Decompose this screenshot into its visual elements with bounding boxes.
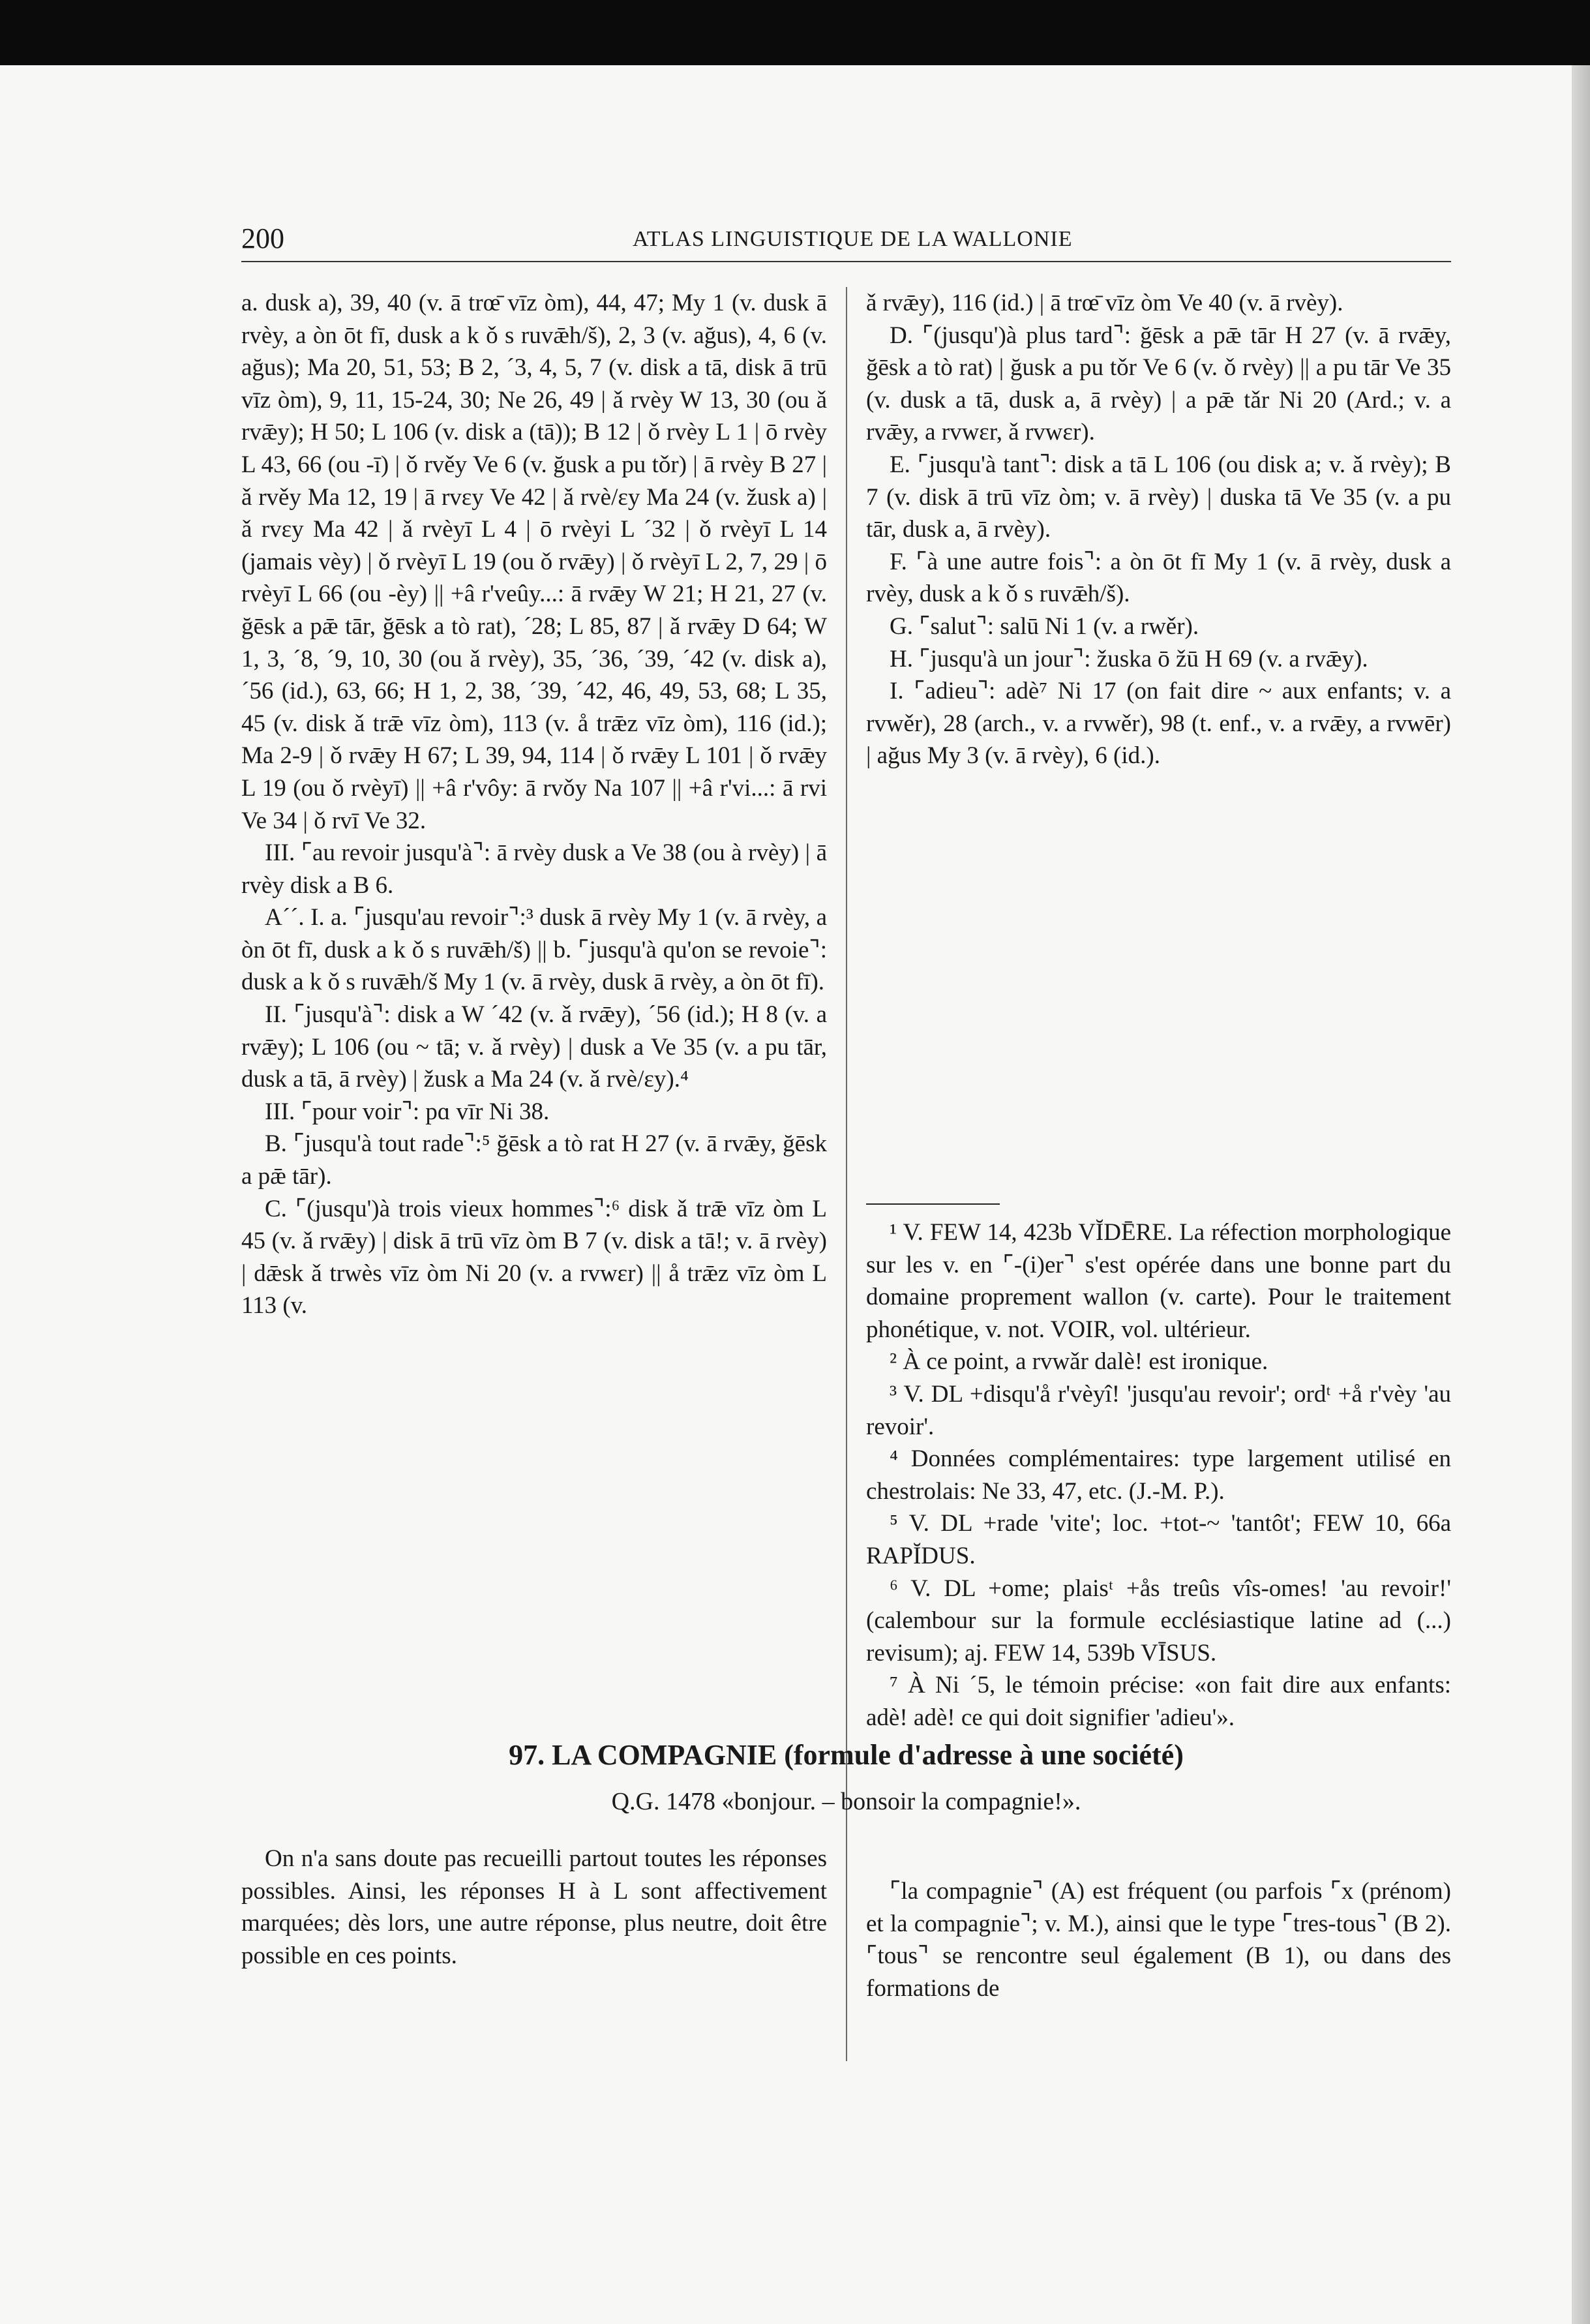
footnote: ⁴ Données complémentaires: type largement utilisé en chestrolais: Ne 33, 47, etc. (J.-M. P.). bbox=[866, 1445, 1451, 1505]
column-divider bbox=[846, 287, 847, 1898]
paragraph: G. ⌜salut⌝: salū Ni 1 (v. a rwěr). bbox=[890, 612, 1199, 640]
section-title: 97. LA COMPAGNIE (formule d'adresse à une société) bbox=[509, 1739, 1184, 1771]
footnote: ⁶ V. DL +ome; plaisᵗ +ås treûs vîs-omes! 'au revoir!' (calembour sur la formule ecclésiastique latine ad (...) revisum); aj. FEW 14, 539b VĪSUS. bbox=[866, 1575, 1451, 1667]
footnote: ¹ V. FEW 14, 423b VĬDĒRE. La réfection morphologique sur les v. en ⌜-(i)er⌝ s'est opérée dans une bonne part du domaine proprement wallon (v. carte). Pour le traitement phonétique, v. not. VOIR, vol. ultérieur. bbox=[866, 1219, 1451, 1343]
paragraph: F. ⌜à une autre fois⌝: a òn ōt fī My 1 (v. ā rvèy, dusk a rvèy, dusk a k ǒ s ruvǣh/š). bbox=[866, 548, 1451, 608]
footnote: ² À ce point, a rvwǎr dalè! est ironique. bbox=[890, 1348, 1268, 1376]
paragraph: ⌜la compagnie⌝ (A) est fréquent (ou parfois ⌜x (prénom) et la compagnie⌝; v. M.), ainsi que le type ⌜tres-tous⌝ (B 2). ⌜tous⌝ se rencontre seul également (B 1), ou dans des formations de bbox=[866, 1878, 1451, 2002]
column-divider-bottom bbox=[846, 1839, 847, 2061]
book-page bbox=[241, 222, 1451, 2179]
footnote-separator bbox=[866, 1203, 1000, 1205]
left-column bbox=[241, 287, 827, 1322]
right-column bbox=[866, 287, 1451, 772]
paragraph: C. ⌜(jusqu')à trois vieux hommes⌝:⁶ disk ǎ trǣ vīz òm L 45 (v. ǎ rvǣy) | disk ā trū vīz òm B 7 (v. disk a tā!; v. ā rvèy) | dǣsk ǎ trwès vīz òm Ni 20 (v. a rvwɛr) || å trǣz vīz òm L 113 (v. bbox=[241, 1195, 827, 1320]
footnote: ⁷ À Ni ´5, le témoin précise: «on fait dire aux enfants: adè! adè! ce qui doit signifier 'adieu'». bbox=[866, 1672, 1451, 1731]
section-left-text bbox=[241, 1843, 827, 1972]
paragraph: I. ⌜adieu⌝: adè⁷ Ni 17 (on fait dire ~ aux enfants; v. a rvwěr), 28 (arch., v. a rvwěr), 98 (t. enf., v. a rvǣy, a rvwēr) | ağus My 3 (v. ā rvèy), 6 (id.). bbox=[866, 678, 1451, 770]
paragraph: H. ⌜jusqu'à un jour⌝: žuska ō žū H 69 (v. a rvǣy). bbox=[890, 645, 1368, 672]
footnote: ³ V. DL +disqu'å r'vèyî! 'jusqu'au revoir'; ordᵗ +å r'vèy 'au revoir'. bbox=[866, 1380, 1451, 1440]
footnote: ⁵ V. DL +rade 'vite'; loc. +tot-~ 'tantôt'; FEW 10, 66a RAPĬDUS. bbox=[866, 1510, 1451, 1569]
paragraph: a. dusk a), 39, 40 (v. ā trœ̄ vīz òm), 44, 47; My 1 (v. dusk ā rvèy, a òn ōt fī, dusk a k ǒ s ruvǣh/š), 2, 3 (v. ağus), 4, 6 (v. ağus); Ma 20, 51, 53; B 2, ´3, 4, 5, 7 (v. disk a tā, disk ā trū vīz òm), 9, 11, 15-24, 30; Ne 26, 49 | ǎ rvèy W 13, 30 (ou ǎ rvǣy); H 50; L 106 (v. disk a (tā)); B 12 | ǒ rvèy L 1 | ō rvèy L 43, 66 (ou -ī) | ǒ rvěy Ve 6 (v. ğusk a pu tǒr) | ā rvèy B 27 | ǎ rvěy Ma 12, 19 | ā rvɛy Ve 42 | ǎ rvè/ɛy Ma 24 (v. žusk a) | ǎ rvɛy Ma 42 | ǎ rvèyī L 4 | ō rvèyi L ´32 | ǒ rvèyī L 14 (jamais vèy) | ǒ rvèyī L 19 (ou ǒ rvǣy) | ǒ rvèyī L 2, 7, 29 | ō rvèyī L 66 (ou -èy) || +â r'veûy...: ā rvǣy W 21; H 21, 27 (v. ğēsk a pǣ tār, ğēsk a tò rat), ´28; L 85, 87 | ǎ rvǣy D 64; W 1, 3, ´8, ´9, 10, 30 (ou ǎ rvèy), 35, ´36, ´39, ´42 (v. disk a), ´56 (id.), 63, 66; H 1, 2, 38, ´39, ´42, 46, 49, 53, 68; L 35, 45 (v. disk ǎ trǣ vīz òm), 113 (v. å trǣz vīz òm), 116 (id.); Ma 2-9 | ǒ rvǣy H 67; L 39, 94, 114 | ǒ rvǣy L 101 | ǒ rvǣy L 19 (ou ǒ rvèyī) || +â r'vôy: ā rvǒy Na 107 || +â r'vi...: ā rvi Ve 34 | ǒ rvī Ve 32. bbox=[241, 290, 827, 834]
page-number: 200 bbox=[241, 222, 284, 254]
paragraph: D. ⌜(jusqu')à plus tard⌝: ğēsk a pǣ tār H 27 (v. ā rvǣy, ğēsk a tò rat) | ğusk a pu tǒr Ve 6 (v. ǒ rvèy) || a pu tār Ve 35 (v. dusk a tā, dusk a, ā rvèy) | a pǣ tǎr Ni 20 (Ard.; v. a rvǣy, a rvwɛr, ǎ rvwɛr). bbox=[866, 322, 1451, 446]
scan-page-edge bbox=[1572, 65, 1590, 2324]
running-title: ATLAS LINGUISTIQUE DE LA WALLONIE bbox=[633, 227, 1073, 251]
section-right-text bbox=[866, 1875, 1451, 2004]
scan-top-band bbox=[0, 0, 1590, 65]
paragraph: III. ⌜au revoir jusqu'à⌝: ā rvèy dusk a Ve 38 (ou à rvèy) | ā rvèy disk a B 6. bbox=[241, 839, 827, 899]
footnotes bbox=[866, 1216, 1451, 1734]
paragraph: E. ⌜jusqu'à tant⌝: disk a tā L 106 (ou disk a; v. ǎ rvèy); B 7 (v. disk ā trū vīz òm; v. ā rvèy) | duska tā Ve 35 (v. a pu tār, dusk a, ā rvèy). bbox=[866, 451, 1451, 543]
paragraph: On n'a sans doute pas recueilli partout toutes les réponses possibles. Ainsi, les réponses H à L sont affectivement marquées; dès lors, une autre réponse, plus neutre, doit être possible en ces points. bbox=[241, 1845, 827, 1969]
paragraph: ǎ rvǣy), 116 (id.) | ā trœ̄ vīz òm Ve 40 (v. ā rvèy). bbox=[866, 290, 1343, 316]
running-header bbox=[241, 222, 1451, 262]
paragraph: A´´. I. a. ⌜jusqu'au revoir⌝:³ dusk ā rvèy My 1 (v. ā rvèy, a òn ōt fī, dusk a k ǒ s ruvǣh/š) || b. ⌜jusqu'à qu'on se revoie⌝: dusk a k ǒ s ruvǣh/š My 1 (v. ā rvèy, dusk ā rvèy, a òn ōt fī). bbox=[241, 904, 827, 996]
section-question: Q.G. 1478 «bonjour. – bonsoir la compagnie!». bbox=[611, 1788, 1081, 1815]
paragraph: B. ⌜jusqu'à tout rade⌝:⁵ ğēsk a tò rat H 27 (v. ā rvǣy, ğēsk a pǣ tār). bbox=[241, 1130, 827, 1190]
paragraph: III. ⌜pour voir⌝: pɑ vīr Ni 38. bbox=[265, 1098, 550, 1125]
paragraph: II. ⌜jusqu'à⌝: disk a W ´42 (v. ǎ rvǣy), ´56 (id.); H 8 (v. a rvǣy); L 106 (ou ~ tā; v. ǎ rvèy) | dusk a Ve 35 (v. a pu tār, dusk a tā, ā rvèy) | žusk a Ma 24 (v. ǎ rvè/ɛy).⁴ bbox=[241, 1001, 827, 1093]
